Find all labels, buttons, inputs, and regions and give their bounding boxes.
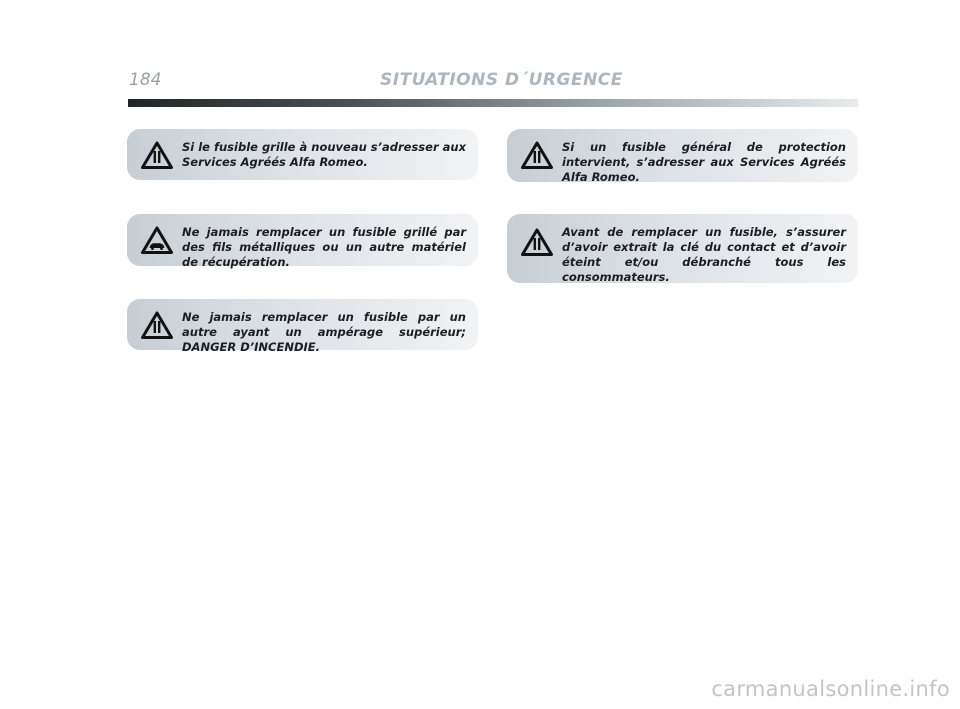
warning-triangle-icon <box>521 141 553 169</box>
warning-triangle-icon <box>141 141 173 169</box>
warning-note-text: Si le fusible grille à nouveau s’adresser aux Services Agréés Alfa Romeo. <box>182 140 466 169</box>
page-number: 184 <box>129 70 162 90</box>
warning-note-text: Si un fusible général de protection intervient, s’adresser aux Services Agréés Alfa Romeo. <box>562 140 846 184</box>
warning-note-fuse-blown-again <box>127 129 478 180</box>
warning-note-no-metal-wire <box>127 214 478 269</box>
warning-note-text: Ne jamais remplacer un fusible par un autre ayant un ampérage supérieur; DANGER D’INCENDIE. <box>182 310 466 354</box>
warning-note-text: Ne jamais remplacer un fusible grillé par des fils métalliques ou un autre matériel de récupération. <box>182 225 466 269</box>
section-title: SITUATIONS D´URGENCE <box>380 70 623 90</box>
watermark: carmanualsonline.info <box>711 677 950 701</box>
warning-note-before-replacing <box>507 214 858 283</box>
warning-note-main-fuse <box>507 129 858 182</box>
header-divider <box>128 99 858 107</box>
warning-note-higher-amperage <box>127 299 478 354</box>
car-warning-triangle-icon <box>141 226 173 254</box>
warning-note-text: Avant de remplacer un fusible, s’assurer d’avoir extrait la clé du contact et d’avoir éteint et/ou débranché tous les consommateurs. <box>562 225 846 284</box>
warning-triangle-icon <box>521 228 553 256</box>
warning-triangle-icon <box>141 311 173 339</box>
